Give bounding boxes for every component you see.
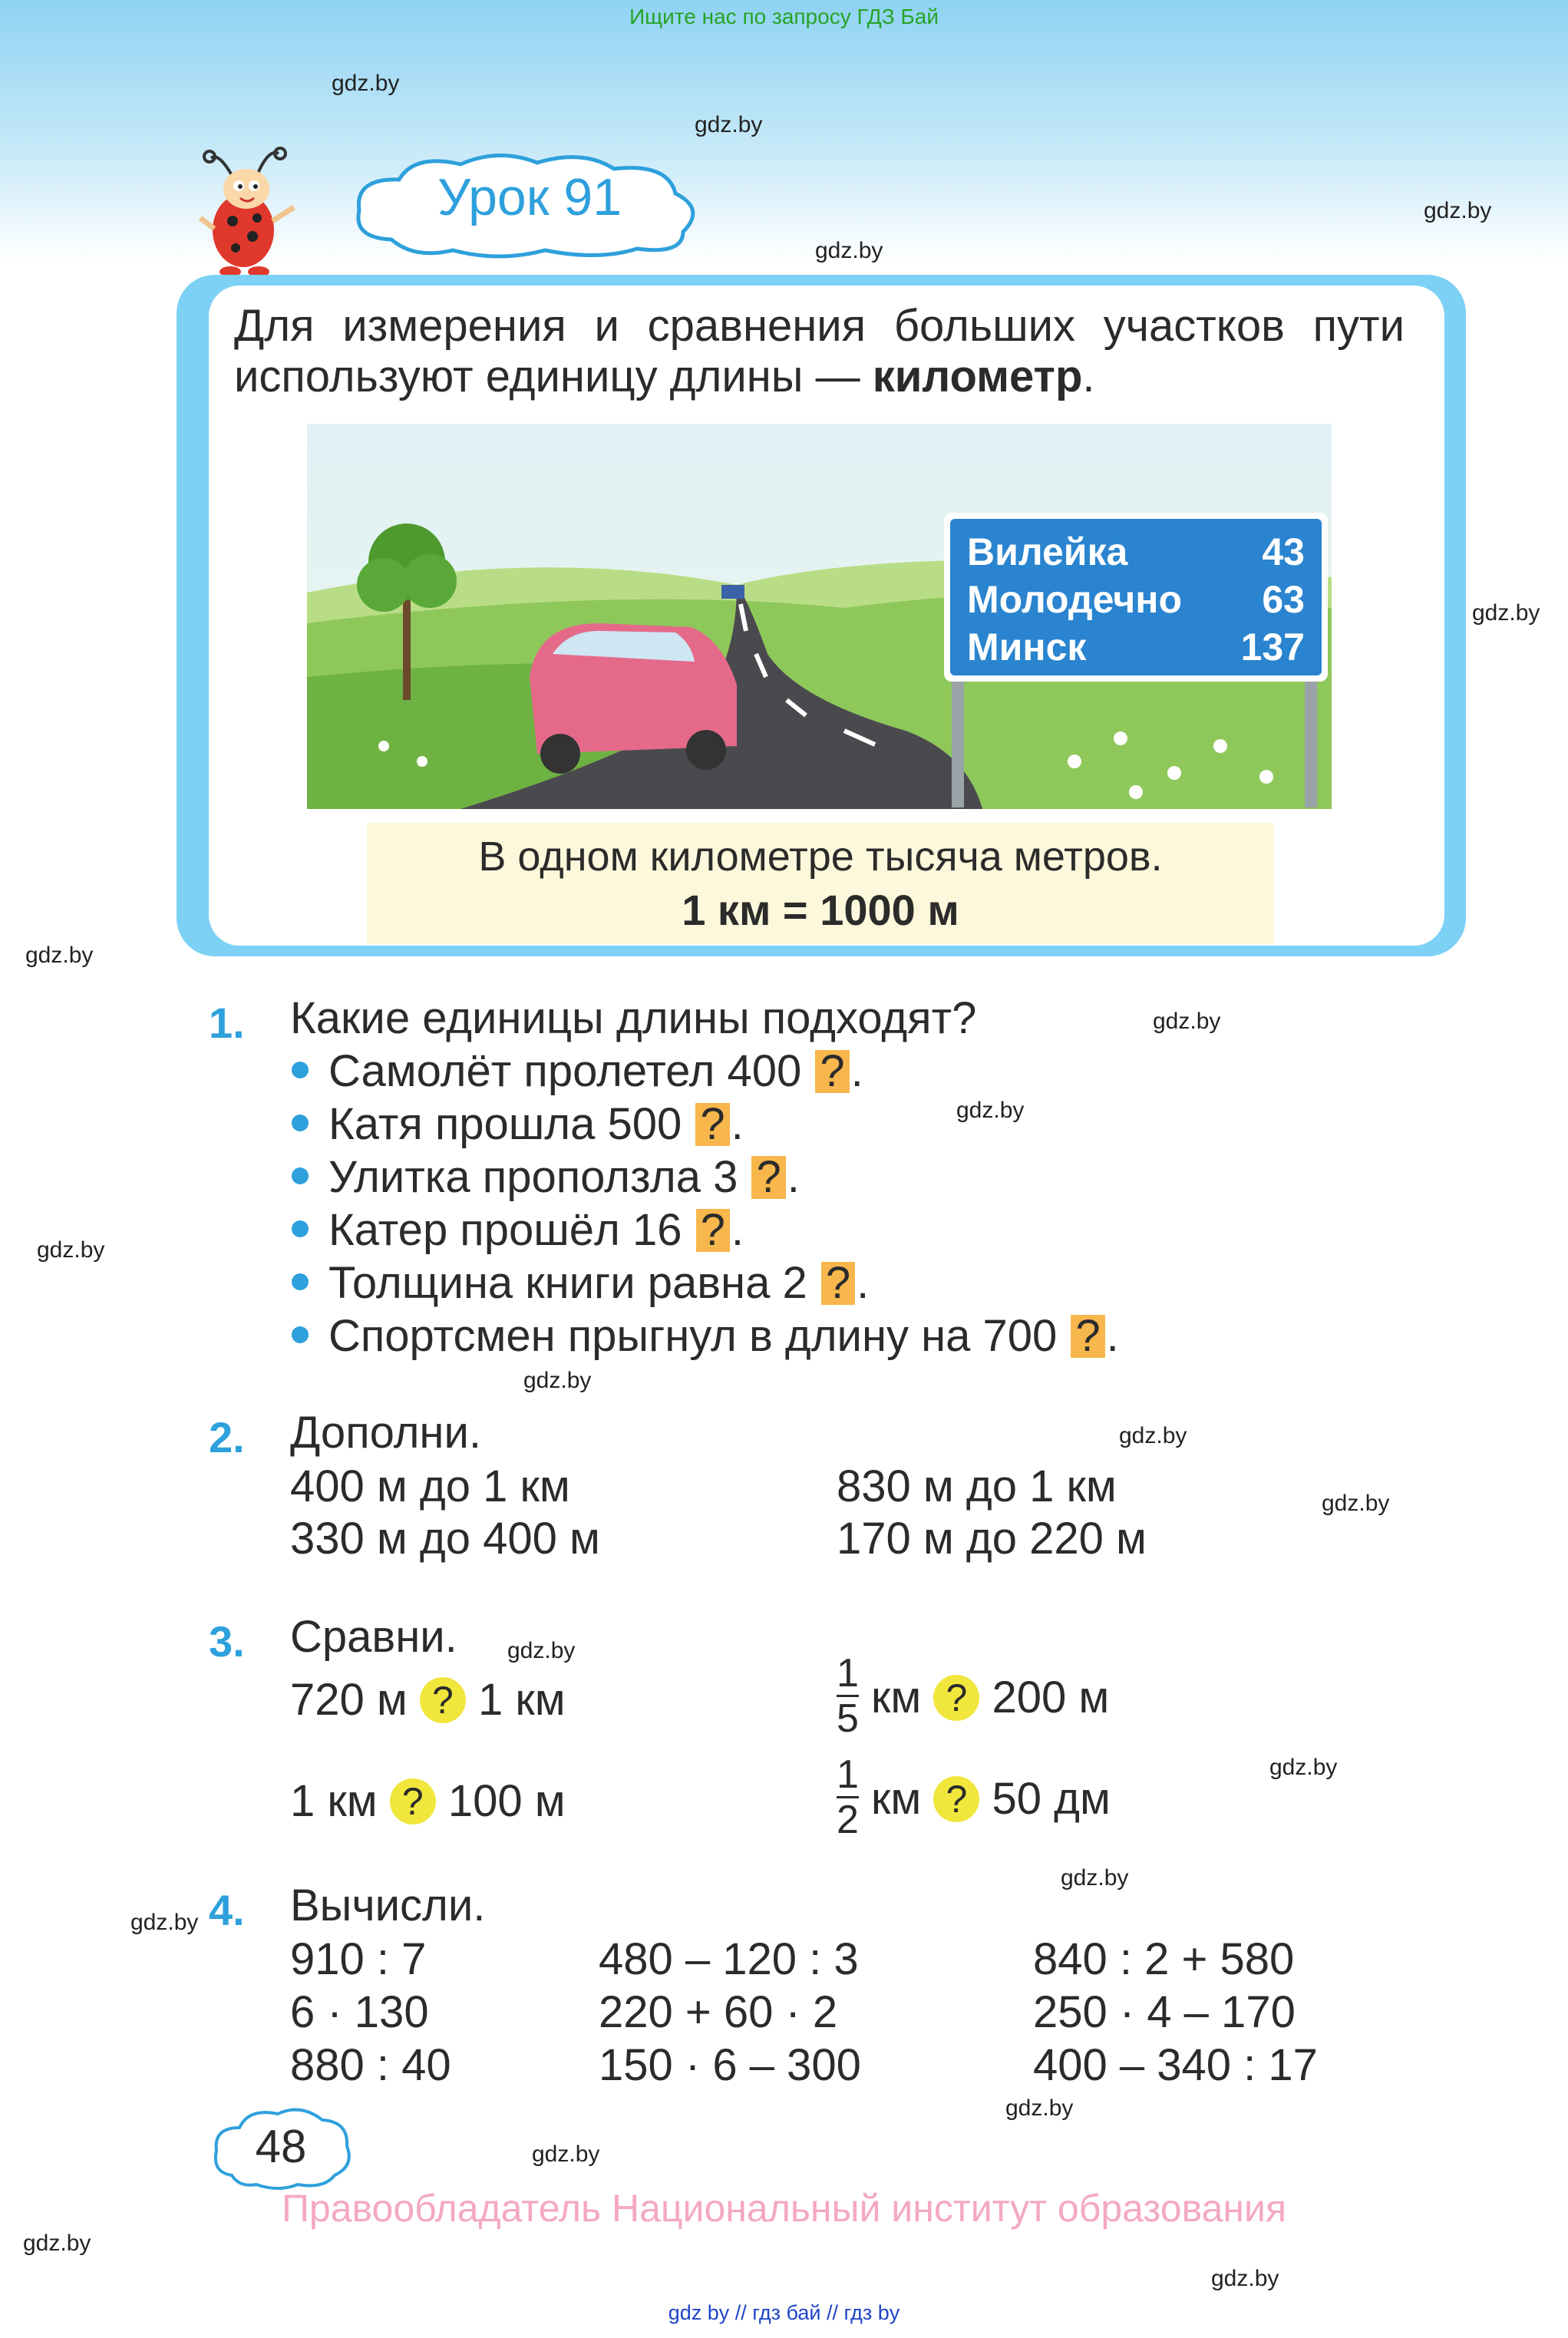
- watermark: gdz.by: [507, 1638, 576, 1663]
- bullet-icon: [292, 1326, 309, 1343]
- item-text: Улитка проползла 3: [328, 1152, 751, 1202]
- intro-line-2: [234, 352, 1095, 402]
- task-number: 3.: [209, 1617, 245, 1666]
- comparison-item: [837, 1752, 1111, 1846]
- expression: 840 : 2 + 580: [1033, 1934, 1295, 1984]
- item-end: .: [857, 1258, 870, 1308]
- watermark: gdz.by: [1269, 1755, 1338, 1780]
- fraction: [837, 1753, 859, 1841]
- copyright-notice: Правообладатель Национальный институт образования: [281, 2187, 1287, 2230]
- watermark: gdz.by: [25, 943, 94, 968]
- watermark: gdz.by: [523, 1368, 592, 1393]
- sign-city: Минск: [967, 626, 1087, 669]
- question-mark-badge: ?: [696, 1209, 730, 1252]
- exercise-item: 400 м до 1 км: [290, 1461, 570, 1511]
- compare-right: 100 м: [447, 1776, 566, 1826]
- watermark: gdz.by: [23, 2231, 91, 2256]
- sign-distance: 137: [1240, 626, 1305, 669]
- sign-distance: 63: [1262, 578, 1305, 621]
- bottom-links[interactable]: gdz by // гдз бай // гдз by: [668, 2301, 900, 2324]
- expression: 880 : 40: [290, 2040, 451, 2090]
- question-mark-circle: ?: [390, 1778, 436, 1824]
- watermark: gdz.by: [815, 238, 883, 263]
- watermark: gdz.by: [1061, 1865, 1129, 1891]
- compare-left: 1 км: [290, 1776, 378, 1826]
- expression: 250 · 4 – 170: [1033, 1987, 1296, 2037]
- list-item: [292, 1152, 800, 1203]
- task-title: Сравни.: [290, 1612, 457, 1662]
- exercise-item: 830 м до 1 км: [837, 1461, 1117, 1511]
- question-mark-circle: ?: [420, 1677, 466, 1723]
- question-mark-circle: ?: [933, 1776, 979, 1822]
- exercise-item: 170 м до 220 м: [837, 1514, 1147, 1564]
- page-number: 48: [255, 2121, 307, 2172]
- list-item: [292, 1258, 869, 1309]
- fraction-numerator: 1: [837, 1651, 859, 1696]
- question-mark-badge: ?: [1071, 1315, 1104, 1358]
- sign-distance: 43: [1262, 530, 1305, 573]
- item-end: .: [787, 1152, 800, 1202]
- fraction-numerator: 1: [837, 1752, 859, 1797]
- fraction: [837, 1652, 859, 1740]
- compare-right: 50 дм: [992, 1773, 1111, 1824]
- compare-right: 1 км: [478, 1675, 566, 1725]
- item-end: .: [1106, 1311, 1119, 1361]
- watermark: gdz.by: [1322, 1491, 1390, 1516]
- expression: 480 – 120 : 3: [599, 1934, 859, 1984]
- intro-keyword: километр: [872, 352, 1083, 401]
- compare-right: 200 м: [992, 1672, 1110, 1722]
- watermark: gdz.by: [956, 1098, 1025, 1123]
- task-number: 1.: [209, 999, 245, 1047]
- question-mark-badge: ?: [821, 1262, 855, 1305]
- sign-city: Вилейка: [967, 530, 1128, 573]
- question-mark-badge: ?: [695, 1103, 729, 1146]
- road-illustration: [307, 424, 1332, 809]
- task-title: Вычисли.: [290, 1881, 486, 1930]
- item-text: Катер прошёл 16: [328, 1205, 695, 1255]
- watermark: gdz.by: [130, 1910, 199, 1935]
- expression: 910 : 7: [290, 1934, 427, 1984]
- item-text: Катя прошла 500: [328, 1099, 695, 1149]
- item-end: .: [731, 1205, 744, 1255]
- expression: 400 – 340 : 17: [1033, 2040, 1318, 2090]
- watermark: gdz.by: [332, 71, 400, 96]
- bullet-icon: [292, 1167, 309, 1184]
- comparison-item: [290, 1675, 566, 1726]
- comparison-item: [837, 1651, 1110, 1745]
- watermark: gdz.by: [1424, 198, 1492, 223]
- expression: 6 · 130: [290, 1987, 429, 2037]
- fact-text: В одном километре тысяча метров.: [478, 834, 1163, 880]
- watermark: gdz.by: [532, 2142, 600, 2167]
- intro-text: используют единицу длины —: [234, 352, 873, 401]
- question-mark-badge: ?: [815, 1050, 849, 1093]
- fraction-unit: км: [871, 1672, 922, 1722]
- fraction-denominator: 5: [837, 1696, 859, 1741]
- fraction-unit: км: [871, 1773, 922, 1824]
- list-item: [292, 1099, 744, 1150]
- watermark: gdz.by: [1472, 600, 1540, 626]
- expression: 150 · 6 – 300: [599, 2040, 861, 2090]
- bullet-icon: [292, 1062, 309, 1078]
- task-title: Дополни.: [290, 1408, 481, 1458]
- watermark: gdz.by: [1211, 2266, 1279, 2291]
- fact-formula: 1 км = 1000 м: [682, 886, 959, 934]
- question-mark-circle: ?: [933, 1675, 979, 1721]
- bullet-icon: [292, 1115, 309, 1131]
- task-number: 4.: [209, 1886, 245, 1934]
- compare-left: 720 м: [290, 1675, 408, 1725]
- item-text: Самолёт пролетел 400: [328, 1046, 814, 1096]
- bullet-icon: [292, 1220, 309, 1237]
- watermark: gdz.by: [695, 112, 763, 137]
- watermark: gdz.by: [1119, 1423, 1187, 1448]
- item-end: .: [850, 1046, 863, 1096]
- fraction-denominator: 2: [837, 1798, 859, 1842]
- lesson-title: Урок 91: [437, 168, 622, 226]
- top-banner: Ищите нас по запросу ГДЗ Бай: [629, 5, 939, 28]
- intro-line-1: Для измерения и сравнения больших участков пути: [234, 301, 1405, 351]
- list-item: [292, 1311, 1119, 1362]
- watermark: gdz.by: [1153, 1009, 1221, 1034]
- comparison-item: [290, 1776, 566, 1828]
- watermark: gdz.by: [1005, 2095, 1074, 2121]
- item-text: Спортсмен прыгнул в длину на 700: [328, 1311, 1070, 1361]
- item-end: .: [731, 1099, 744, 1149]
- expression: 220 + 60 · 2: [599, 1987, 838, 2037]
- exercise-item: 330 м до 400 м: [290, 1514, 600, 1564]
- task-number: 2.: [209, 1413, 245, 1461]
- intro-period: .: [1082, 352, 1095, 401]
- item-text: Толщина книги равна 2: [328, 1258, 820, 1308]
- ladybug-icon: [196, 144, 303, 279]
- bullet-icon: [292, 1273, 309, 1290]
- task-title: Какие единицы длины подходят?: [290, 993, 977, 1043]
- sign-city: Молодечно: [967, 578, 1183, 621]
- list-item: [292, 1046, 863, 1097]
- watermark: gdz.by: [37, 1237, 105, 1263]
- list-item: [292, 1205, 744, 1256]
- question-mark-badge: ?: [751, 1156, 785, 1199]
